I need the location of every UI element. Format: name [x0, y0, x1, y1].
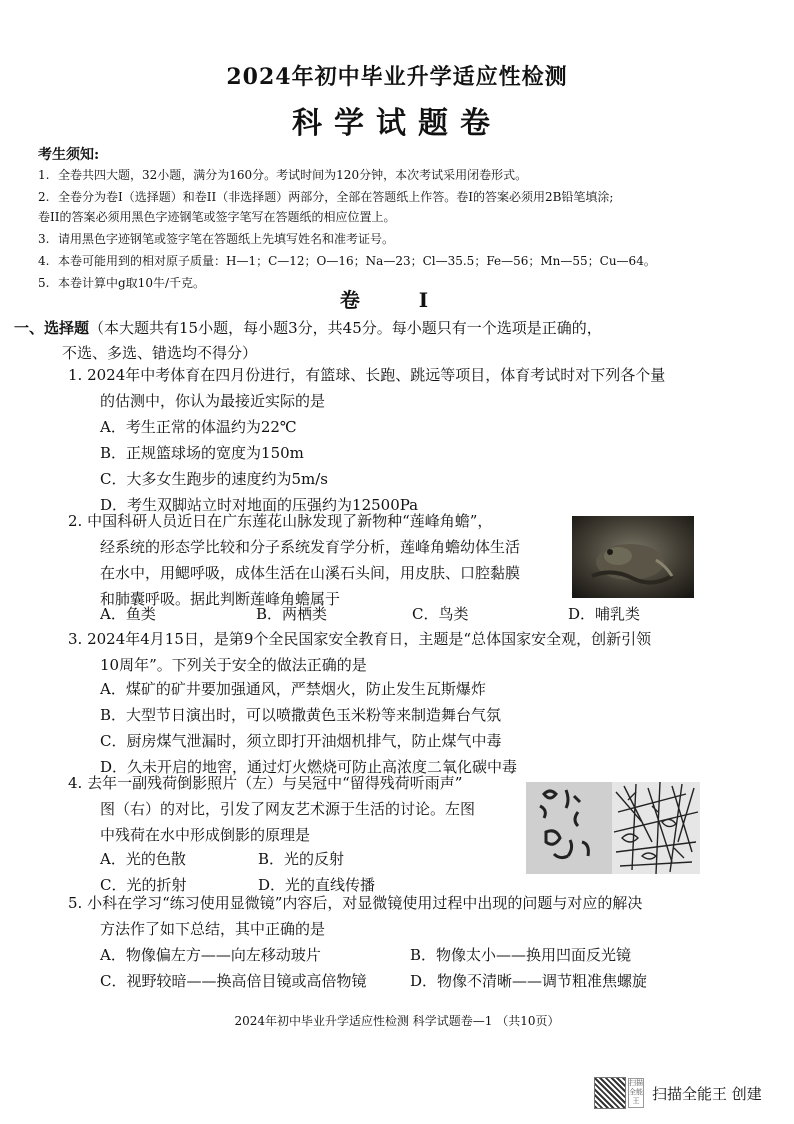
- lotus-painting: [612, 782, 700, 874]
- q4-option-b: B．光的反射: [258, 850, 345, 868]
- notice-item-4: 4. 本卷可能用到的相对原子质量：H—1；C—12；O—16；Na—23；Cl—35.5；Fe—56；Mn—55；Cu—64。: [38, 254, 656, 268]
- q1-option-a: A．考生正常的体温约为22℃: [100, 418, 297, 436]
- exam-title: 2024年初中毕业升学适应性检测: [226, 64, 568, 90]
- q5-option-c: C．视野较暗——换高倍目镜或高倍物镜: [100, 972, 367, 990]
- notice-item-5: 5. 本卷计算中g取10牛/千克。: [38, 276, 205, 290]
- q5-option-b: B．物像太小——换用凹面反光镜: [410, 946, 632, 964]
- q1-option-c: C．大多女生跑步的速度约为5m/s: [100, 470, 328, 488]
- scanner-watermark: [594, 1076, 766, 1110]
- q3-option-a: A．煤矿的矿井要加强通风，严禁烟火，防止发生瓦斯爆炸: [100, 680, 486, 698]
- volume-label: 卷 I: [339, 288, 455, 312]
- notice-item-2: 2. 全卷分为卷I（选择题）和卷II（非选择题）两部分，全部在答题纸上作答。卷I的答案必须用2B铅笔填涂;: [38, 190, 614, 204]
- q1-option-d: D．考生双脚站立时对地面的压强约为12500Pa: [100, 496, 419, 514]
- question-1: 1. 2024年中考体育在四月份进行，有篮球、长跑、跳远等项目，体育考试时对下列各个量 的估测中，你认为最接近实际的是: [68, 366, 666, 410]
- paper-title: 科学试题卷: [292, 106, 502, 141]
- notice-item-3: 3. 请用黑色字迹钢笔或签字笔在答题纸上先填写姓名和准考证号。: [38, 232, 395, 246]
- q2-option-a: A．鱼类: [100, 605, 156, 623]
- notice-item-2-cont: 卷II的答案必须用黑色字迹钢笔或签字笔写在答题纸的相应位置上。: [38, 210, 396, 224]
- question-4: 4. 去年一副残荷倒影照片（左）与吴冠中“留得残荷听雨声” 图（右）的对比，引发了网友艺术源于生活的讨论。左图 中残荷在水中形成倒影的原理是: [68, 774, 476, 844]
- notice-item-1: 1. 全卷共四大题，32小题，满分为160分。考试时间为120分钟，本次考试采用闭卷形式。: [38, 168, 528, 182]
- scanner-logo-icon: 扫描全能王: [628, 1078, 644, 1108]
- question-2: 2. 中国科研人员近日在广东莲花山脉发现了新物种“莲峰角蟾”， 经系统的形态学比较和分子系统发育学分析，莲峰角蟾幼体生活 在水中，用鳃呼吸，成体生活在山溪石头间，用皮肤、口腔黏膜 和肺囊呼吸。据此判断莲峰角蟾属于: [68, 512, 521, 608]
- q1-option-b: B．正规篮球场的宽度为150m: [100, 444, 304, 462]
- toad-photo: [572, 516, 694, 598]
- q2-option-d: D．哺乳类: [568, 605, 641, 623]
- q3-option-b: B．大型节日演出时，可以喷撒黄色玉米粉等来制造舞台气氛: [100, 706, 502, 724]
- q5-option-d: D．物像不清晰——调节粗准焦螺旋: [410, 972, 648, 990]
- section-header: 一、选择题（本大题共有15小题，每小题3分，共45分。每小题只有一个选项是正确的， 不选、多选、错选均不得分）: [14, 319, 602, 362]
- q4-option-a: A．光的色散: [100, 850, 186, 868]
- q2-option-b: B．两栖类: [256, 605, 328, 623]
- qr-code-icon: [594, 1077, 626, 1109]
- question-5: 5. 小科在学习“练习使用显微镜”内容后，对显微镜使用过程中出现的问题与对应的解决 方法作了如下总结，其中正确的是: [68, 894, 643, 938]
- q4-option-c: C．光的折射: [100, 876, 187, 894]
- section-heading: 一、选择题: [14, 319, 90, 337]
- q5-option-a: A．物像偏左方——向左移动玻片: [100, 946, 321, 964]
- q3-option-d: D．久未开启的地窖，通过灯火燃烧可防止高浓度二氧化碳中毒: [100, 758, 518, 776]
- notice-heading: 考生须知:: [38, 147, 100, 163]
- scanner-label: 扫描全能王 创建: [652, 1084, 762, 1103]
- q2-option-c: C．鸟类: [412, 605, 469, 623]
- page-footer: 2024年初中毕业升学适应性检测 科学试题卷—1 （共10页）: [234, 1014, 560, 1028]
- q3-option-c: C．厨房煤气泄漏时，须立即打开油烟机排气，防止煤气中毒: [100, 732, 502, 750]
- question-3: 3. 2024年4月15日，是第9个全民国家安全教育日，主题是“总体国家安全观，创新引领 10周年”。下列关于安全的做法正确的是: [68, 630, 652, 674]
- q4-option-d: D．光的直线传播: [258, 876, 376, 894]
- lotus-reflection-photo: [526, 782, 612, 874]
